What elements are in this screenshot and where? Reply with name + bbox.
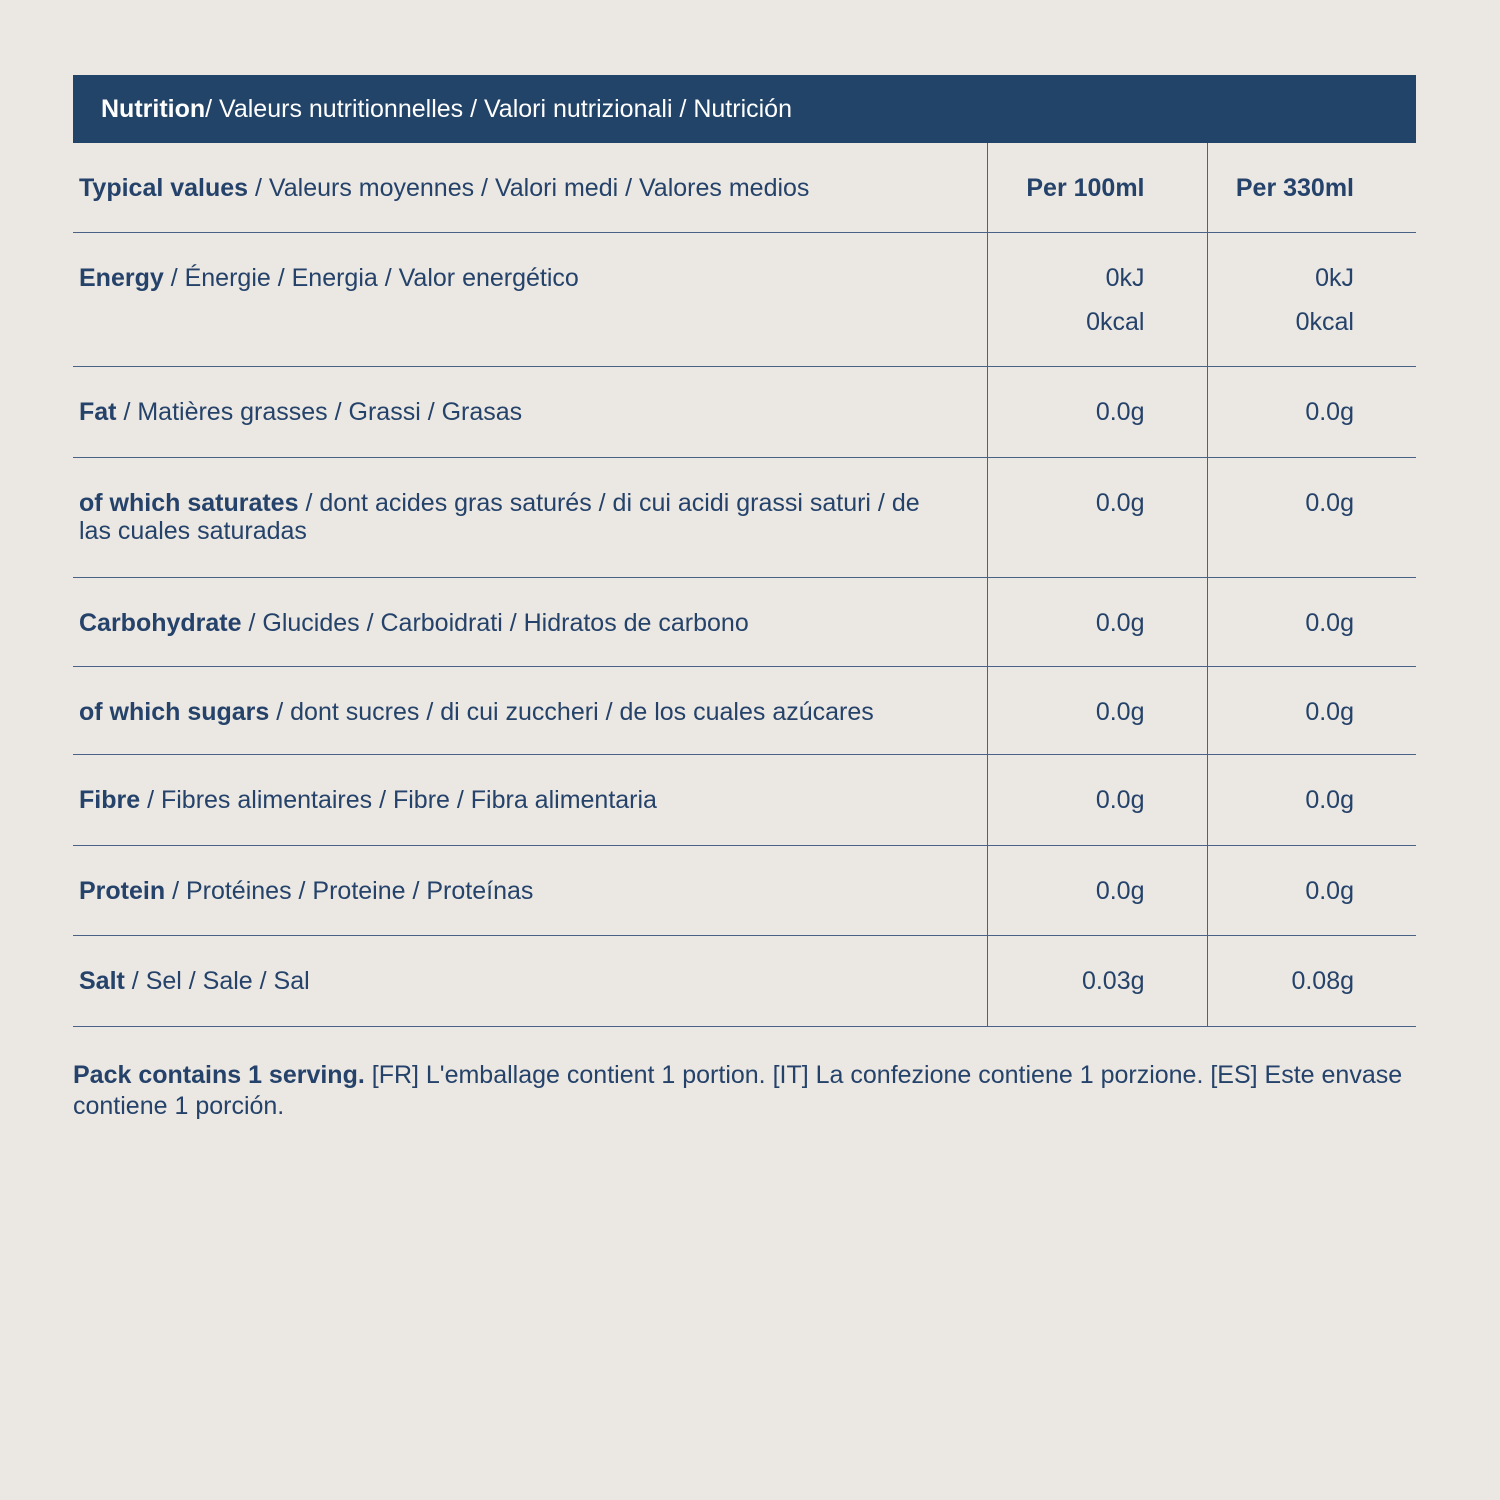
per100-label: Per 100ml (1026, 174, 1145, 202)
value-kj: 0kJ (1315, 263, 1354, 292)
row-label (73, 845, 987, 935)
table-row (73, 232, 1416, 366)
row-value-per100: 0.0g (987, 754, 1207, 845)
serving-note (73, 1060, 1416, 1122)
row-label-bold: Carbohydrate (79, 608, 242, 637)
table-row (73, 666, 1416, 754)
per330-label: Per 330ml (1235, 174, 1354, 202)
row-label-rest: / Protéines / Proteine / Proteínas (165, 876, 534, 905)
table-header-row (73, 143, 1416, 232)
row-label (73, 666, 987, 754)
table-row (73, 366, 1416, 457)
row-label-rest: / Matières grasses / Grassi / Grasas (116, 397, 523, 426)
row-value-per330: 0.0g (1207, 457, 1416, 577)
table-row (73, 577, 1416, 666)
value-kj: 0kJ (1105, 263, 1145, 292)
value-kcal: 0kcal (1295, 307, 1354, 336)
row-label (73, 366, 987, 457)
row-label-rest: / Glucides / Carboidrati / Hidratos de carbono (241, 608, 749, 637)
row-label-bold: Fat (79, 397, 117, 426)
row-label-bold: Protein (79, 876, 166, 905)
row-label (73, 754, 987, 845)
column-label-rest: / Valeurs moyennes / Valori medi / Valores medios (248, 174, 810, 202)
row-value-per100 (987, 232, 1207, 366)
serving-note-rest: [FR] L'emballage contient 1 portion. [IT] La confezione contiene 1 porzione. [ES] Este envase contiene 1 porción. (73, 1061, 1403, 1120)
row-label (73, 935, 987, 1026)
row-label-rest: / Sel / Sale / Sal (124, 966, 310, 995)
row-label-bold: Fibre (79, 785, 141, 814)
row-label-rest: / Fibres alimentaires / Fibre / Fibra alimentaria (140, 785, 657, 814)
row-value-per330: 0.0g (1207, 666, 1416, 754)
title-bold: Nutrition (101, 94, 206, 123)
row-label-bold: of which saturates (79, 488, 299, 517)
row-label-rest: / Énergie / Energia / Valor energético (163, 263, 579, 292)
nutrition-table (73, 143, 1416, 1027)
nutrition-panel (73, 75, 1416, 1027)
column-per330-header (1207, 143, 1416, 232)
row-value-per330: 0.0g (1207, 366, 1416, 457)
serving-note-bold: Pack contains 1 serving. (73, 1061, 365, 1089)
table-row (73, 754, 1416, 845)
row-label-rest: / dont acides gras saturés / di cui acidi grassi saturi / de las cuales saturadas (79, 488, 920, 545)
row-value-per330: 0.08g (1207, 935, 1416, 1026)
row-value-per100: 0.03g (987, 935, 1207, 1026)
row-value-per100: 0.0g (987, 366, 1207, 457)
value-kcal: 0kcal (1086, 307, 1145, 336)
row-label-bold: Energy (79, 263, 164, 292)
row-value-per330: 0.0g (1207, 577, 1416, 666)
row-value-per100: 0.0g (987, 577, 1207, 666)
row-label-bold: Salt (79, 966, 125, 995)
row-label (73, 457, 987, 577)
table-row (73, 935, 1416, 1026)
column-per100-header (987, 143, 1207, 232)
row-label-rest: / dont sucres / di cui zuccheri / de los cuales azúcares (269, 697, 874, 726)
row-label (73, 232, 987, 366)
row-value-per100: 0.0g (987, 666, 1207, 754)
row-label (73, 577, 987, 666)
column-label-header (73, 143, 987, 232)
nutrition-title-bar (73, 75, 1416, 143)
title-rest: / Valeurs nutritionnelles / Valori nutrizionali / Nutrición (205, 94, 792, 123)
table-row (73, 845, 1416, 935)
row-label-bold: of which sugars (79, 697, 270, 726)
row-value-per100: 0.0g (987, 457, 1207, 577)
row-value-per330 (1207, 232, 1416, 366)
row-value-per100: 0.0g (987, 845, 1207, 935)
row-value-per330: 0.0g (1207, 754, 1416, 845)
column-label-bold: Typical values (79, 174, 249, 202)
row-value-per330: 0.0g (1207, 845, 1416, 935)
table-row (73, 457, 1416, 577)
